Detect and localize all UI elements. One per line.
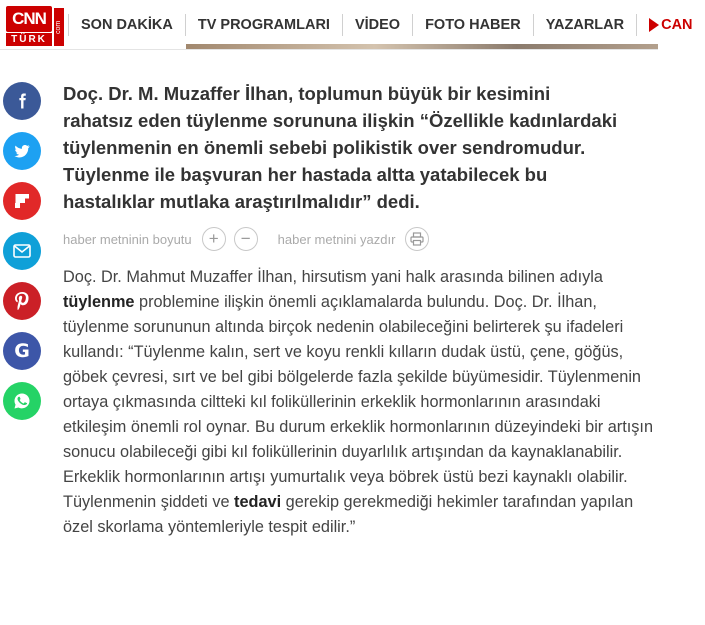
nav-foto-haber[interactable]: FOTO HABER [412,14,533,36]
google-icon: G [14,340,30,362]
decrease-font-button[interactable] [234,227,258,251]
pinterest-icon [14,292,30,310]
facebook-icon [13,92,31,110]
email-share-button[interactable] [3,232,41,270]
nav-yazarlar[interactable]: YAZARLAR [533,14,636,36]
body-text-1: Doç. Dr. Mahmut Muzaffer İlhan, hirsutism yani halk arasında bilinen adıyla [63,268,603,286]
nav-live-label: CAN [661,17,693,33]
plus-icon: + [208,229,219,248]
link-tedavi[interactable]: tedavi [234,493,282,511]
play-icon [649,18,659,32]
whatsapp-icon [13,392,31,410]
body-text-2: problemine ilişkin önemli açıklamalarda bulundu. Doç. Dr. İlhan, tüylenme sorununun altında birçok nedenin olabileceğini belirterek şu ifadeleri kullandı: “Tüylenme kalın, sert ve koyu renkli kılların dudak üstü, çene, göğüs, göbek çevresi, sırt ve bel gibi bölgelerde fazla şekilde büyümesidir. Tüylenmenin ortaya çıkmasında ciltteki kıl foliküllerinin erkeklik hormonlarının arasındaki etkileşim önemli rol oynar. Bu durum erkeklik hormonlarının düzeyindeki bir artışın sonucu olabileceği gibi kıl foliküllerinin duyarlılık artışından da kaynaklanabilir. Erkeklik hormonlarının artışı yumurtalık veya böbrek üstü bezi kaynaklı olabilir. Tüylenmenin şiddeti ve [63,293,653,511]
whatsapp-share-button[interactable] [3,382,41,420]
article-lead: Doç. Dr. M. Muzaffer İlhan, toplumun büyük bir kesimini rahatsız eden tüylenme sorununa ilişkin “Özellikle kadınlardaki tüylenmenin en önemli sebebi polikistik over sendromudur. Tüylenme ile başvuran her hastada altta yatabilecek bu hastalıklar mutlaka araştırılmalıdır” dedi. [63,83,618,212]
pinterest-share-button[interactable] [3,282,41,320]
flipboard-share-button[interactable] [3,182,41,220]
social-share-bar [3,82,41,432]
print-label: haber metnini yazdır [277,231,396,247]
twitter-icon [13,142,31,160]
increase-font-button[interactable] [202,227,226,251]
logo-brand: CNN [6,6,52,32]
facebook-share-button[interactable] [3,82,41,120]
nav-son-dakika[interactable]: SON DAKİKA [68,14,185,36]
minus-icon: − [240,229,251,248]
nav-tv-programlari[interactable]: TV PROGRAMLARI [185,14,342,36]
flipboard-icon [14,193,30,209]
print-button[interactable] [405,227,429,251]
twitter-share-button[interactable] [3,132,41,170]
logo-sub: TÜRK [6,33,52,46]
link-tuylenme[interactable]: tüylenme [63,293,135,311]
top-navigation [0,0,693,50]
article-tools [63,226,429,252]
logo-suffix: com [54,8,64,46]
article-body [63,265,653,540]
nav-video[interactable]: VİDEO [342,14,412,36]
body-text-3: gerekip gerekmediği hekimler tarafından yapılan özel skorlama yöntemleriyle tespit edilir.” [63,493,634,536]
cnn-turk-logo[interactable] [6,6,66,46]
font-size-label: haber metninin boyutu [63,231,192,247]
printer-icon [410,232,424,246]
header-image-strip [186,44,658,49]
main-nav [68,0,705,50]
email-icon [13,244,31,258]
google-share-button[interactable] [3,332,41,370]
nav-canli-yayin[interactable] [636,14,704,36]
